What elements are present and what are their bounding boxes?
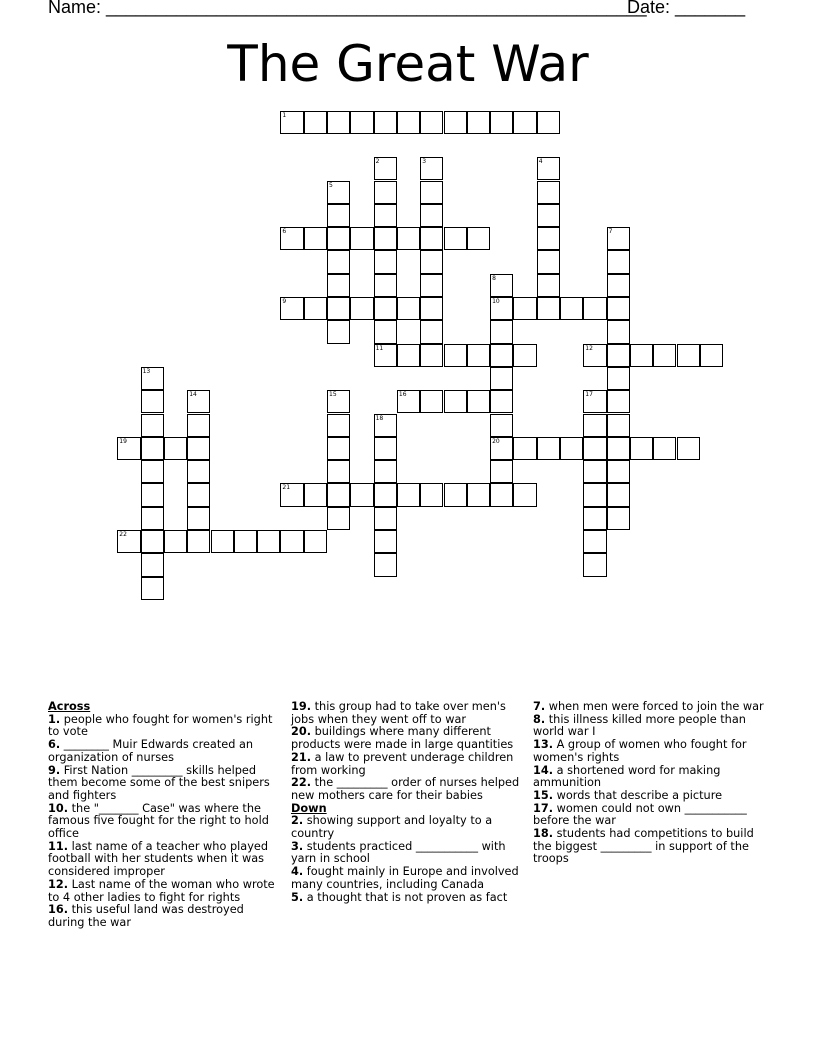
- grid-cell[interactable]: [677, 437, 700, 460]
- grid-cell[interactable]: [327, 297, 350, 320]
- grid-cell[interactable]: [164, 530, 187, 553]
- grid-cell[interactable]: [304, 227, 327, 250]
- grid-cell[interactable]: [374, 157, 397, 180]
- clue-item-text: a shortened word for making ammunition: [533, 763, 721, 790]
- grid-cell[interactable]: [583, 344, 606, 367]
- clue-item: [48, 879, 280, 904]
- grid-cell[interactable]: [420, 111, 443, 134]
- grid-cell[interactable]: [490, 390, 513, 413]
- grid-cell[interactable]: [141, 390, 164, 413]
- clue-number: 22: [119, 531, 127, 538]
- grid-cell[interactable]: [117, 437, 140, 460]
- grid-cell[interactable]: [444, 227, 467, 250]
- grid-cell[interactable]: [327, 111, 350, 134]
- grid-cell[interactable]: [327, 250, 350, 273]
- grid-cell[interactable]: [653, 437, 676, 460]
- clue-item-text: Last name of the woman who wrote to 4 other ladies to fight for rights: [48, 877, 275, 904]
- grid-cell[interactable]: [280, 483, 303, 506]
- grid-cell[interactable]: [304, 297, 327, 320]
- grid-cell[interactable]: [607, 414, 630, 437]
- grid-cell[interactable]: [141, 460, 164, 483]
- grid-cell[interactable]: [397, 344, 420, 367]
- clue-item: [48, 841, 280, 879]
- date-field[interactable]: Date: _______: [627, 0, 746, 17]
- clue-item-text: fought mainly in Europe and involved many countries, including Canada: [291, 865, 519, 891]
- clue-item: [291, 777, 523, 802]
- grid-cell[interactable]: [374, 414, 397, 437]
- grid-cell[interactable]: [420, 320, 443, 343]
- grid-cell[interactable]: [350, 227, 373, 250]
- grid-cell[interactable]: [187, 530, 210, 553]
- clue-number: 2: [375, 158, 380, 166]
- clue-item-text: women could not own ___________ before the war: [533, 801, 747, 828]
- grid-cell[interactable]: [397, 483, 420, 506]
- clue-item-text: people who fought for women's right to vote: [48, 712, 273, 739]
- clue-item-text: a thought that is not proven as fact: [303, 890, 508, 904]
- grid-cell[interactable]: [304, 483, 327, 506]
- grid-cell[interactable]: [304, 111, 327, 134]
- clue-item-number: 9.: [48, 763, 61, 777]
- clue-number: 14: [189, 391, 197, 399]
- clue-item: [533, 739, 765, 764]
- page-title: The Great War: [227, 35, 589, 93]
- grid-cell[interactable]: [607, 437, 630, 460]
- clue-item-text: last name of a teacher who played football with her students when it was considered improper: [48, 839, 268, 879]
- grid-cell[interactable]: [467, 227, 490, 250]
- grid-cell[interactable]: [467, 344, 490, 367]
- grid-cell[interactable]: [420, 250, 443, 273]
- grid-cell[interactable]: [397, 111, 420, 134]
- grid-cell[interactable]: [420, 344, 443, 367]
- grid-cell[interactable]: [583, 460, 606, 483]
- grid-cell[interactable]: [653, 344, 676, 367]
- grid-cell[interactable]: [490, 414, 513, 437]
- grid-cell[interactable]: [350, 483, 373, 506]
- grid-cell[interactable]: [350, 297, 373, 320]
- grid-cell[interactable]: [374, 111, 397, 134]
- grid-cell[interactable]: [490, 111, 513, 134]
- grid-cell[interactable]: [420, 297, 443, 320]
- grid-cell[interactable]: [374, 320, 397, 343]
- clue-item-text: this group had to take over men's jobs when they went off to war: [291, 700, 506, 726]
- clue-section-heading: Across: [48, 700, 91, 713]
- grid-cell[interactable]: [513, 437, 536, 460]
- grid-cell[interactable]: [513, 297, 536, 320]
- clue-item-number: 2.: [291, 814, 304, 828]
- clue-number: 18: [375, 414, 384, 422]
- clue-number: 16: [398, 391, 407, 399]
- grid-cell[interactable]: [420, 390, 443, 413]
- grid-cell[interactable]: [490, 460, 513, 483]
- grid-cell[interactable]: [141, 483, 164, 506]
- grid-cell[interactable]: [327, 390, 350, 413]
- grid-cell[interactable]: [164, 437, 187, 460]
- grid-cell[interactable]: [607, 367, 630, 390]
- grid-cell[interactable]: [374, 181, 397, 204]
- clue-item-text: this useful land was destroyed during the war: [48, 903, 244, 929]
- clue-item: [291, 841, 523, 866]
- grid-cell[interactable]: [537, 227, 560, 250]
- clue-item-number: 1.: [48, 712, 61, 726]
- grid-cell[interactable]: [607, 344, 630, 367]
- grid-cell[interactable]: [374, 507, 397, 530]
- grid-cell[interactable]: [280, 111, 303, 134]
- clue-number: 10: [492, 298, 500, 305]
- grid-cell[interactable]: [420, 274, 443, 297]
- grid-cell[interactable]: [537, 111, 560, 134]
- grid-cell[interactable]: [327, 181, 350, 204]
- grid-cell[interactable]: [513, 111, 536, 134]
- grid-cell[interactable]: [327, 483, 350, 506]
- grid-cell[interactable]: [280, 227, 303, 250]
- clue-item-text: A group of women who fought for women's rights: [533, 738, 747, 764]
- clue-item-number: 13.: [533, 738, 554, 752]
- grid-cell[interactable]: [327, 437, 350, 460]
- clue-number: 20: [492, 437, 500, 445]
- clue-item-number: 11.: [48, 839, 69, 853]
- grid-cell[interactable]: [700, 344, 723, 367]
- grid-cell[interactable]: [537, 437, 560, 460]
- grid-cell[interactable]: [444, 483, 467, 506]
- grid-cell[interactable]: [374, 437, 397, 460]
- grid-cell[interactable]: [327, 227, 350, 250]
- clue-item-number: 4.: [291, 865, 304, 879]
- clue-item-text: students had competitions to build the biggest _________ in support of the troops: [533, 827, 754, 866]
- grid-cell[interactable]: [537, 297, 560, 320]
- clue-item-number: 18.: [533, 827, 554, 841]
- grid-cell[interactable]: [490, 274, 513, 297]
- clue-item-number: 17.: [533, 801, 554, 815]
- grid-cell[interactable]: [350, 111, 373, 134]
- grid-cell[interactable]: [467, 390, 490, 413]
- clue-number: 12: [585, 344, 593, 352]
- grid-cell[interactable]: [374, 344, 397, 367]
- grid-cell[interactable]: [141, 530, 164, 553]
- grid-cell[interactable]: [630, 437, 653, 460]
- grid-cell[interactable]: [490, 483, 513, 506]
- clue-item-text: this illness killed more people than world war I: [533, 712, 746, 739]
- grid-cell[interactable]: [537, 204, 560, 227]
- grid-cell[interactable]: [234, 530, 257, 553]
- clue-number: 21: [282, 484, 291, 492]
- grid-cell[interactable]: [513, 483, 536, 506]
- grid-cell[interactable]: [490, 320, 513, 343]
- grid-cell[interactable]: [327, 320, 350, 343]
- clue-item-text: the "_______ Case" was where the famous five fought for the right to hold office: [48, 801, 269, 841]
- clue-item-number: 3.: [291, 839, 304, 853]
- grid-cell[interactable]: [374, 553, 397, 576]
- grid-cell[interactable]: [187, 437, 210, 460]
- clue-item: [291, 815, 523, 840]
- clue-number: 8: [492, 274, 496, 282]
- grid-cell[interactable]: [560, 297, 583, 320]
- clue-item-number: 21.: [291, 750, 312, 764]
- grid-cell[interactable]: [444, 111, 467, 134]
- clue-item-text: the _________ order of nurses helped new mothers care for their babies: [291, 776, 520, 802]
- grid-cell[interactable]: [374, 297, 397, 320]
- grid-cell[interactable]: [327, 414, 350, 437]
- grid-cell[interactable]: [327, 460, 350, 483]
- clue-number: 4: [538, 158, 543, 166]
- clue-item: [533, 803, 765, 828]
- grid-cell[interactable]: [187, 483, 210, 506]
- grid-cell[interactable]: [374, 483, 397, 506]
- grid-cell[interactable]: [420, 204, 443, 227]
- clue-item: [291, 726, 523, 751]
- clue-number: 15: [329, 391, 337, 399]
- clue-item-number: 15.: [533, 788, 554, 802]
- grid-cell[interactable]: [374, 274, 397, 297]
- grid-cell[interactable]: [397, 227, 420, 250]
- clue-item: [291, 752, 523, 777]
- clue-number: 7: [608, 228, 613, 236]
- clue-item-text: words that describe a picture: [553, 788, 723, 802]
- clue-item: [48, 765, 280, 803]
- grid-cell[interactable]: [607, 250, 630, 273]
- grid-cell[interactable]: [490, 297, 513, 320]
- grid-cell[interactable]: [583, 414, 606, 437]
- grid-cell[interactable]: [490, 367, 513, 390]
- grid-cell[interactable]: [257, 530, 280, 553]
- clues-column-2: [291, 701, 523, 904]
- grid-cell[interactable]: [141, 507, 164, 530]
- grid-cell[interactable]: [141, 414, 164, 437]
- grid-cell[interactable]: [141, 553, 164, 576]
- grid-cell[interactable]: [304, 530, 327, 553]
- grid-cell[interactable]: [607, 390, 630, 413]
- grid-cell[interactable]: [607, 227, 630, 250]
- clue-item-number: 10.: [48, 801, 69, 815]
- clue-number: 13: [142, 367, 151, 375]
- clue-item-text: a law to prevent underage children from working: [291, 750, 514, 777]
- grid-cell[interactable]: [583, 437, 606, 460]
- grid-cell[interactable]: [327, 274, 350, 297]
- grid-cell[interactable]: [607, 507, 630, 530]
- clue-item: [533, 714, 765, 739]
- grid-cell[interactable]: [537, 250, 560, 273]
- grid-cell[interactable]: [630, 344, 653, 367]
- grid-cell[interactable]: [420, 157, 443, 180]
- grid-cell[interactable]: [467, 483, 490, 506]
- clue-item: [291, 866, 523, 891]
- clue-item-number: 19.: [291, 700, 312, 713]
- clue-item-number: 7.: [533, 700, 546, 713]
- grid-cell[interactable]: [444, 344, 467, 367]
- clue-item-number: 20.: [291, 725, 312, 739]
- grid-cell[interactable]: [513, 344, 536, 367]
- clue-item: [48, 739, 280, 764]
- clue-item-text: showing support and loyalty to a country: [291, 814, 493, 841]
- clue-number: 6: [282, 228, 287, 236]
- clue-item-number: 5.: [291, 890, 304, 904]
- grid-cell[interactable]: [537, 181, 560, 204]
- grid-cell[interactable]: [607, 274, 630, 297]
- clue-item: [533, 765, 765, 790]
- grid-cell[interactable]: [444, 390, 467, 413]
- grid-cell[interactable]: [327, 507, 350, 530]
- grid-cell[interactable]: [677, 344, 700, 367]
- grid-cell[interactable]: [374, 530, 397, 553]
- grid-cell[interactable]: [583, 507, 606, 530]
- clue-item-text: ________ Muir Edwards created an organization of nurses: [48, 738, 254, 764]
- grid-cell[interactable]: [374, 227, 397, 250]
- clue-item: [48, 803, 280, 841]
- clue-item: [48, 904, 280, 929]
- clue-item-number: 6.: [48, 738, 61, 752]
- clue-item: [291, 892, 523, 905]
- grid-cell[interactable]: [187, 414, 210, 437]
- clue-number: 3: [422, 158, 427, 166]
- grid-cell[interactable]: [374, 460, 397, 483]
- clue-item-number: 14.: [533, 763, 554, 777]
- clue-item-number: 12.: [48, 877, 69, 891]
- grid-cell[interactable]: [560, 437, 583, 460]
- grid-cell[interactable]: [374, 204, 397, 227]
- grid-cell[interactable]: [607, 320, 630, 343]
- clue-item-text: First Nation _________ skills helped them become some of the best snipers and fighters: [48, 763, 270, 802]
- clue-item-number: 22.: [291, 776, 312, 790]
- grid-cell[interactable]: [583, 530, 606, 553]
- grid-cell[interactable]: [211, 530, 234, 553]
- grid-cell[interactable]: [420, 483, 443, 506]
- grid-cell[interactable]: [397, 297, 420, 320]
- grid-cell[interactable]: [607, 297, 630, 320]
- clue-item-text: students practiced ___________ with yarn in school: [291, 839, 506, 866]
- clue-number: 19: [119, 437, 127, 445]
- clue-number: 9: [282, 298, 287, 305]
- clues-column-3: [533, 701, 765, 866]
- grid-cell[interactable]: [141, 367, 164, 390]
- clue-item-text: when men were forced to join the war: [545, 700, 764, 713]
- clue-item: [291, 701, 523, 726]
- clue-number: 17: [585, 391, 593, 399]
- grid-cell[interactable]: [537, 157, 560, 180]
- grid-cell[interactable]: [583, 297, 606, 320]
- clue-item-text: buildings where many different products were made in large quantities: [291, 725, 514, 752]
- clue-item-number: 8.: [533, 712, 546, 726]
- grid-cell[interactable]: [607, 460, 630, 483]
- grid-cell[interactable]: [537, 274, 560, 297]
- clue-item: [48, 714, 280, 739]
- clues-column-1: [48, 701, 280, 930]
- grid-cell[interactable]: [420, 227, 443, 250]
- grid-cell[interactable]: [583, 390, 606, 413]
- clue-item: [533, 828, 765, 866]
- clue-number: 5: [329, 181, 333, 189]
- grid-cell[interactable]: [420, 181, 443, 204]
- grid-cell[interactable]: [490, 344, 513, 367]
- grid-cell[interactable]: [583, 553, 606, 576]
- grid-cell[interactable]: [280, 530, 303, 553]
- grid-cell[interactable]: [490, 437, 513, 460]
- clue-number: 1: [282, 111, 287, 119]
- clue-item-number: 16.: [48, 903, 69, 917]
- grid-cell[interactable]: [141, 437, 164, 460]
- grid-cell[interactable]: [397, 390, 420, 413]
- name-field[interactable]: Name: ______________________________________________________: [48, 0, 647, 17]
- clue-section-heading: Down: [291, 801, 327, 815]
- grid-cell[interactable]: [280, 297, 303, 320]
- grid-cell[interactable]: [467, 111, 490, 134]
- grid-cell[interactable]: [374, 250, 397, 273]
- grid-cell[interactable]: [583, 483, 606, 506]
- grid-cell[interactable]: [187, 460, 210, 483]
- grid-cell[interactable]: [327, 204, 350, 227]
- grid-cell[interactable]: [187, 390, 210, 413]
- grid-cell[interactable]: [187, 507, 210, 530]
- clue-number: 11: [375, 344, 384, 352]
- grid-cell[interactable]: [117, 530, 140, 553]
- grid-cell[interactable]: [607, 483, 630, 506]
- grid-cell[interactable]: [141, 577, 164, 600]
